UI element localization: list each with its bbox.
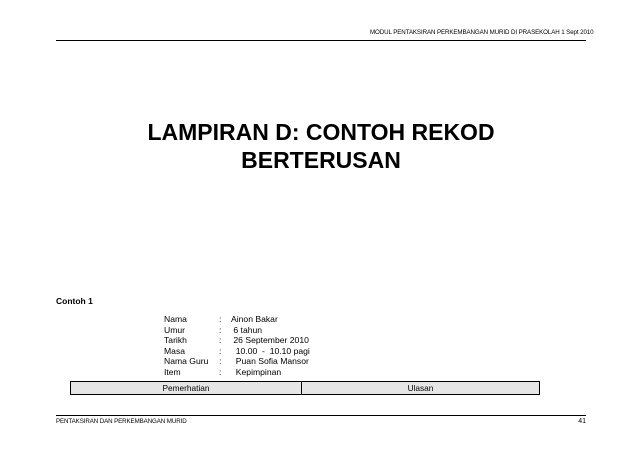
info-row-tarikh [164, 335, 310, 346]
info-label: Item [164, 366, 181, 377]
info-colon: : [219, 335, 222, 346]
running-header: MODUL PENTAKSIRAN PERKEMBANGAN MURID DI PRASEKOLAH 1 Sept 2010 [370, 29, 594, 36]
info-row-item [164, 367, 310, 378]
info-row-nama [164, 314, 310, 325]
running-footer: PENTAKSIRAN DAN PERKEMBANGAN MURID [56, 418, 187, 425]
info-label: Nama [164, 314, 187, 324]
info-colon: : [219, 356, 222, 367]
info-label: Umur [164, 324, 186, 335]
example-label: Contoh 1 [56, 296, 93, 306]
info-label: Tarikh [164, 335, 187, 346]
column-header-observation: Pemerhatian [71, 382, 302, 394]
page-title [56, 118, 586, 174]
info-value: 6 tahun [231, 324, 263, 335]
info-value: Ainon Bakar [231, 314, 278, 324]
info-row-nama-guru [164, 356, 310, 367]
page-number: 41 [578, 418, 586, 425]
column-header-notes: Ulasan [407, 383, 434, 393]
info-value: Puan Sofia Mansor [231, 356, 309, 367]
header-divider [56, 40, 586, 41]
page-title-line-1: LAMPIRAN D: CONTOH REKOD [147, 119, 495, 145]
info-colon: : [219, 366, 222, 377]
info-label: Nama Guru [164, 356, 209, 367]
info-colon: : [219, 324, 222, 335]
info-value: Kepimpinan [231, 366, 282, 377]
info-value: 10.00 - 10.10 pagi [231, 345, 310, 356]
info-colon: : [219, 345, 222, 356]
footer-divider [56, 415, 586, 416]
page-title-line-2: BERTERUSAN [241, 147, 401, 173]
record-table-header [70, 381, 540, 395]
student-info-block [164, 314, 310, 378]
info-row-masa [164, 346, 310, 357]
info-colon: : [219, 314, 222, 324]
info-row-umur [164, 325, 310, 336]
info-label: Masa [164, 345, 186, 356]
info-value: 26 September 2010 [231, 335, 309, 346]
